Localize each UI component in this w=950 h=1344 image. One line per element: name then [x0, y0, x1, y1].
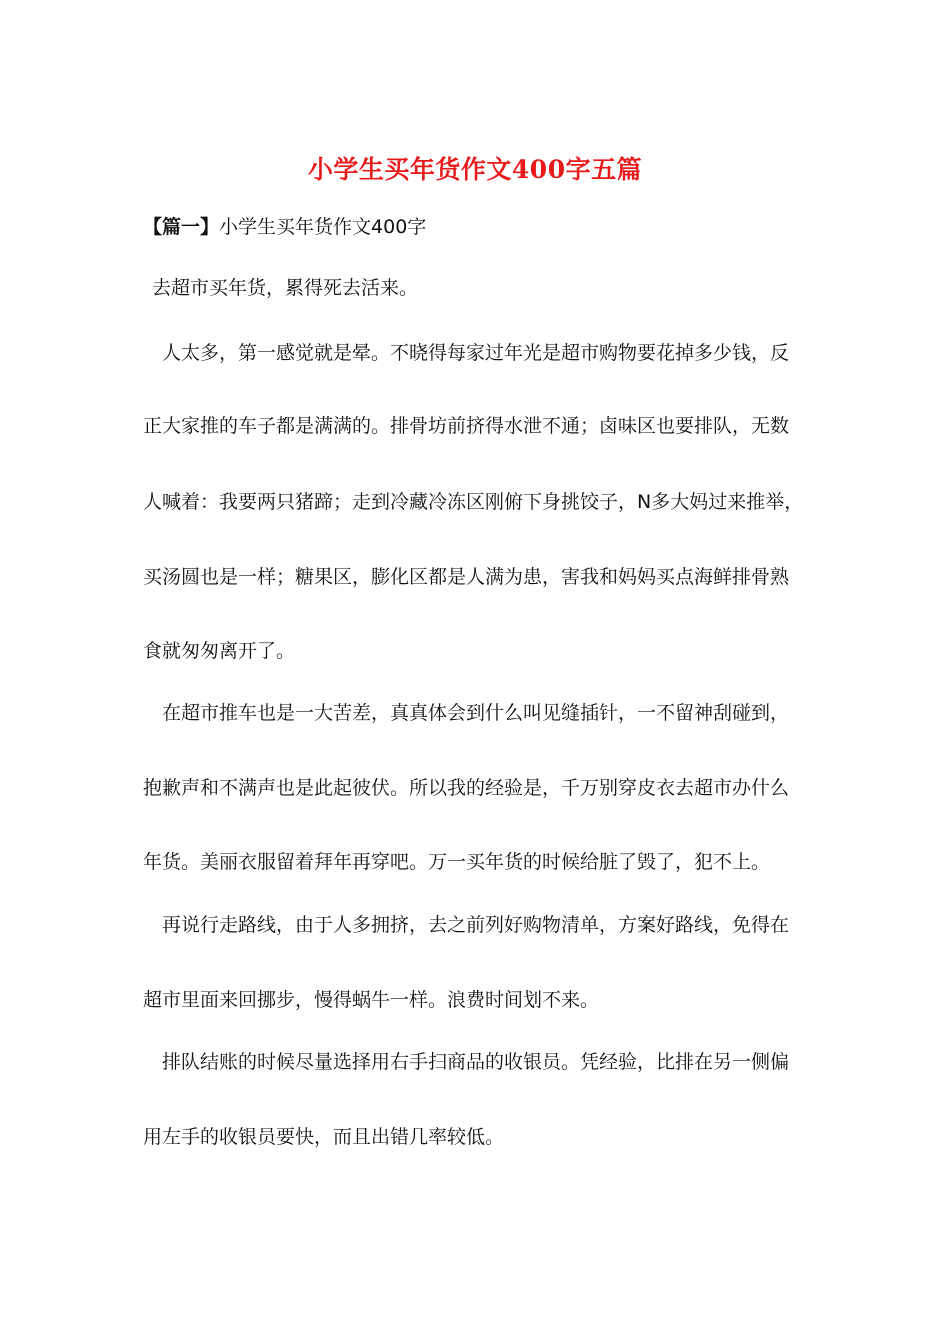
paragraph-line: 抱歉声和不满声也是此起彼伏。所以我的经验是，千万别穿皮衣去超市办什么	[143, 777, 790, 799]
paragraph-line: 排队结账的时候尽量选择用右手扫商品的收银员。凭经验，比排在另一侧偏	[162, 1051, 790, 1073]
paragraph-line: 在超市推车也是一大苦差，真真体会到什么叫见缝插针，一不留神刮碰到，	[162, 702, 790, 724]
paragraph-line: 人喊着：我要两只猪蹄；走到冷藏冷冻区刚俯下身挑饺子，N多大妈过来推举，	[143, 491, 804, 513]
paragraph-line: 食就匆匆离开了。	[143, 640, 296, 662]
paragraph-line: 用左手的收银员要快，而且出错几率较低。	[143, 1126, 505, 1148]
paragraph-line: 去超市买年货，累得死去活来。	[152, 277, 419, 299]
paragraph-line: 年货。美丽衣服留着拜年再穿吧。万一买年货的时候给脏了毁了，犯不上。	[143, 851, 771, 873]
document-title: 小学生买年货作文400字五篇	[307, 155, 643, 184]
paragraph-line: 正大家推的车子都是满满的。排骨坊前挤得水泄不通；卤味区也要排队，无数	[143, 415, 790, 437]
section-heading-text: 小学生买年货作文400字	[219, 216, 427, 238]
paragraph-line: 买汤圆也是一样；糖果区，膨化区都是人满为患，害我和妈妈买点海鲜排骨熟	[143, 566, 790, 588]
section-heading-label: 【篇一】	[143, 216, 220, 238]
paragraph-line: 人太多，第一感觉就是晕。不晓得每家过年光是超市购物要花掉多少钱，反	[162, 342, 790, 364]
paragraph-line: 超市里面来回挪步，慢得蜗牛一样。浪费时间划不来。	[143, 989, 600, 1011]
paragraph-line: 再说行走路线，由于人多拥挤，去之前列好购物清单，方案好路线，免得在	[162, 914, 790, 936]
section-heading	[143, 212, 426, 239]
